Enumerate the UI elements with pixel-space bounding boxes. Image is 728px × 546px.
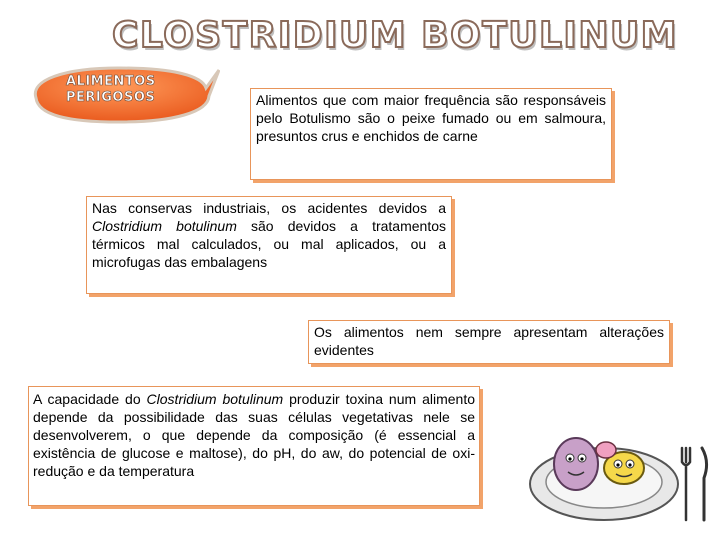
box2-text-after: são devidos a tratamentos térmicos mal calculados, ou mal aplicados, ou a microfugas das embalagens bbox=[92, 218, 446, 270]
box2-species-name: Clostridium botulinum bbox=[92, 218, 237, 234]
box2-paragraph bbox=[92, 199, 446, 271]
page-title: CLOSTRIDIUM BOTULINUM bbox=[112, 15, 678, 56]
bubble-line-1: ALIMENTOS bbox=[66, 74, 156, 89]
germ-purple-icon bbox=[554, 438, 598, 490]
text-box-industrial-preserves bbox=[86, 196, 452, 294]
text-box-toxin-production bbox=[28, 386, 480, 506]
fork-icon bbox=[682, 448, 690, 520]
plate-with-germs-illustration bbox=[526, 428, 714, 524]
box1-text: Alimentos que com maior frequência são responsáveis pelo Botulismo são o peixe fumado ou em salmoura, presuntos crus e enchidos de carne bbox=[256, 92, 606, 144]
box2-text-before: Nas conservas industriais, os acidentes devidos a bbox=[92, 200, 446, 216]
box4-text-before: A capacidade do bbox=[33, 391, 147, 407]
text-box-evident-changes bbox=[308, 320, 670, 364]
bubble-line-2: PERIGOSOS bbox=[66, 90, 156, 105]
box4-species-name: Clostridium botulinum bbox=[146, 391, 284, 407]
bubble-text bbox=[66, 74, 156, 106]
text-box-dangerous-foods bbox=[250, 88, 612, 180]
speech-bubble bbox=[24, 64, 220, 126]
box3-text: Os alimentos nem sempre apresentam alterações evidentes bbox=[314, 324, 664, 358]
box4-text-after: produzir toxina num alimento depende da possibilidade das suas células vegetativas nele se desenvolverem, o que depende da composição (é essencial a existência de glucose e maltose), do pH, do aw, do potencial de oxi-redução e da temperatura bbox=[33, 391, 476, 479]
knife-icon bbox=[702, 448, 707, 520]
germ-pink-icon bbox=[596, 442, 616, 458]
box4-paragraph bbox=[33, 390, 475, 480]
